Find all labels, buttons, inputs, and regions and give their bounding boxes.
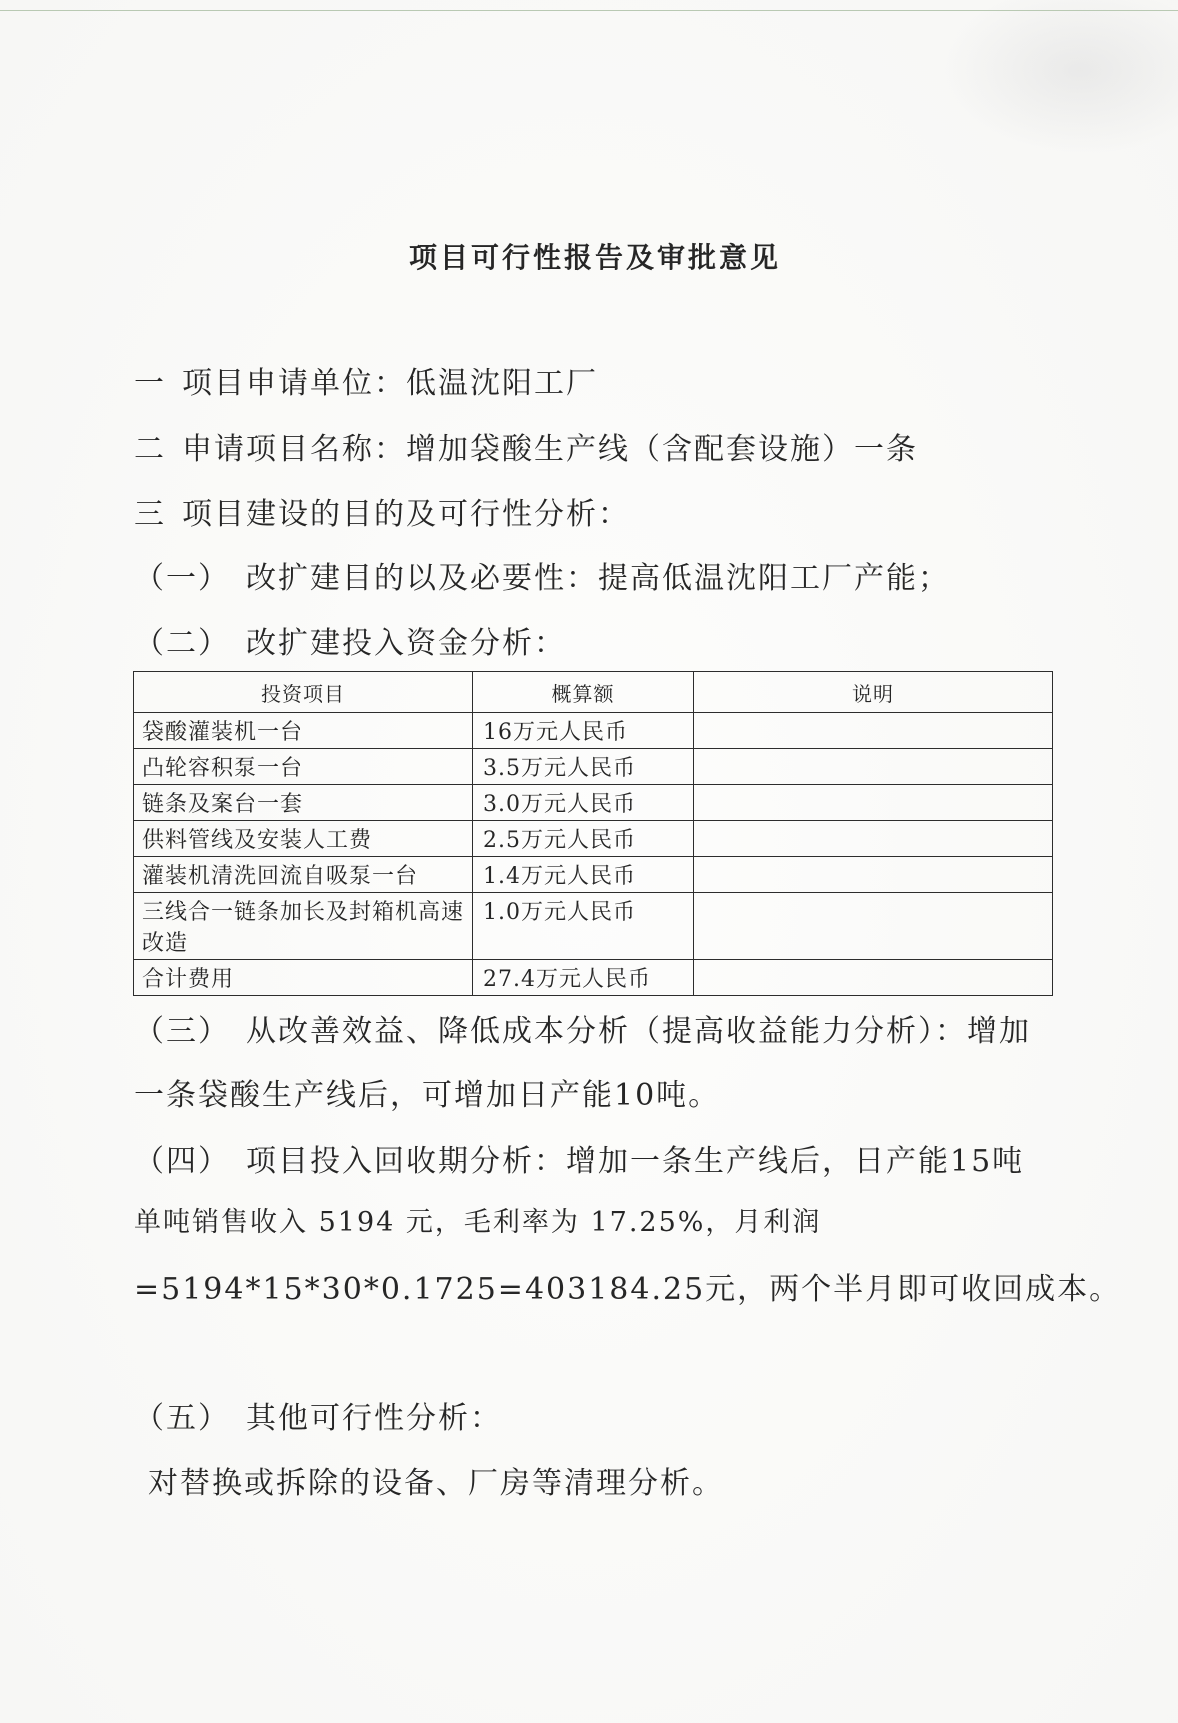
section-2 <box>134 424 918 468</box>
subsection-4 <box>134 1136 1024 1180</box>
amount-cell: 1.0万元人民币 <box>473 893 694 960</box>
section-3-number: 三 <box>134 497 166 532</box>
amount-cell: 3.5万元人民币 <box>473 749 694 785</box>
section-1-text: 项目申请单位：低温沈阳工厂 <box>182 366 598 401</box>
subsection-2 <box>134 618 566 662</box>
table-row <box>134 749 1053 785</box>
subsection-3-text: 从改善效益、降低成本分析（提高收益能力分析）：增加 <box>246 1014 1031 1049</box>
amount-cell: 16万元人民币 <box>473 713 694 749</box>
section-1 <box>134 358 598 402</box>
section-2-text: 申请项目名称：增加袋酸生产线（含配套设施）一条 <box>182 432 918 467</box>
subsection-1-number: （一） <box>134 561 230 596</box>
subsection-2-number: （二） <box>134 626 230 661</box>
subsection-4-number: （四） <box>134 1144 230 1179</box>
header-amount: 概算额 <box>473 672 694 713</box>
subsection-5 <box>134 1393 502 1437</box>
subsection-2-text: 改扩建投入资金分析： <box>246 626 566 661</box>
item-cell: 链条及案台一套 <box>134 785 473 821</box>
header-note: 说明 <box>694 672 1053 713</box>
note-cell <box>694 749 1053 785</box>
subsection-5-text: 其他可行性分析： <box>246 1401 502 1436</box>
amount-cell: 2.5万元人民币 <box>473 821 694 857</box>
subsection-3 <box>134 1006 1031 1050</box>
amount-cell: 3.0万元人民币 <box>473 785 694 821</box>
subsection-5-body: 对替换或拆除的设备、厂房等清理分析。 <box>148 1466 724 1501</box>
amount-cell: 27.4万元人民币 <box>473 960 694 996</box>
table-row <box>134 785 1053 821</box>
header-item: 投资项目 <box>134 672 473 713</box>
document-title: 项目可行性报告及审批意见 <box>408 241 781 274</box>
amount-cell: 1.4万元人民币 <box>473 857 694 893</box>
item-cell: 三线合一链条加长及封箱机高速改造 <box>134 893 473 960</box>
top-rule <box>0 10 1178 11</box>
table-row <box>134 857 1053 893</box>
section-3-text: 项目建设的目的及可行性分析： <box>182 497 630 532</box>
subsection-3-number: （三） <box>134 1014 230 1049</box>
table-row <box>134 821 1053 857</box>
subsection-4-continued: 单吨销售收入 5194 元，毛利率为 17.25%，月利润 <box>134 1207 822 1238</box>
item-cell: 供料管线及安装人工费 <box>134 821 473 857</box>
investment-table <box>133 671 1053 996</box>
subsection-5-number: （五） <box>134 1401 230 1436</box>
subsection-1-text: 改扩建目的以及必要性：提高低温沈阳工厂产能； <box>246 561 950 596</box>
note-cell <box>694 893 1053 960</box>
note-cell <box>694 713 1053 749</box>
table-row <box>134 893 1053 960</box>
subsection-4-text: 项目投入回收期分析：增加一条生产线后，日产能15吨 <box>246 1144 1025 1179</box>
item-cell: 灌装机清洗回流自吸泵一台 <box>134 857 473 893</box>
item-cell: 凸轮容积泵一台 <box>134 749 473 785</box>
note-cell <box>694 821 1053 857</box>
note-cell <box>694 960 1053 996</box>
item-cell: 袋酸灌装机一台 <box>134 713 473 749</box>
section-3 <box>134 489 630 533</box>
section-2-number: 二 <box>134 432 166 467</box>
table-row <box>134 713 1053 749</box>
note-cell <box>694 857 1053 893</box>
subsection-3-continued: 一条袋酸生产线后，可增加日产能10吨。 <box>134 1078 721 1113</box>
subsection-4-formula: =5194*15*30*0.1725=403184.25元，两个半月即可收回成本。 <box>134 1272 1122 1307</box>
table-total-row <box>134 960 1053 996</box>
item-cell: 合计费用 <box>134 960 473 996</box>
note-cell <box>694 785 1053 821</box>
table-header-row <box>134 672 1053 713</box>
subsection-1 <box>134 553 950 597</box>
section-1-number: 一 <box>134 366 166 401</box>
